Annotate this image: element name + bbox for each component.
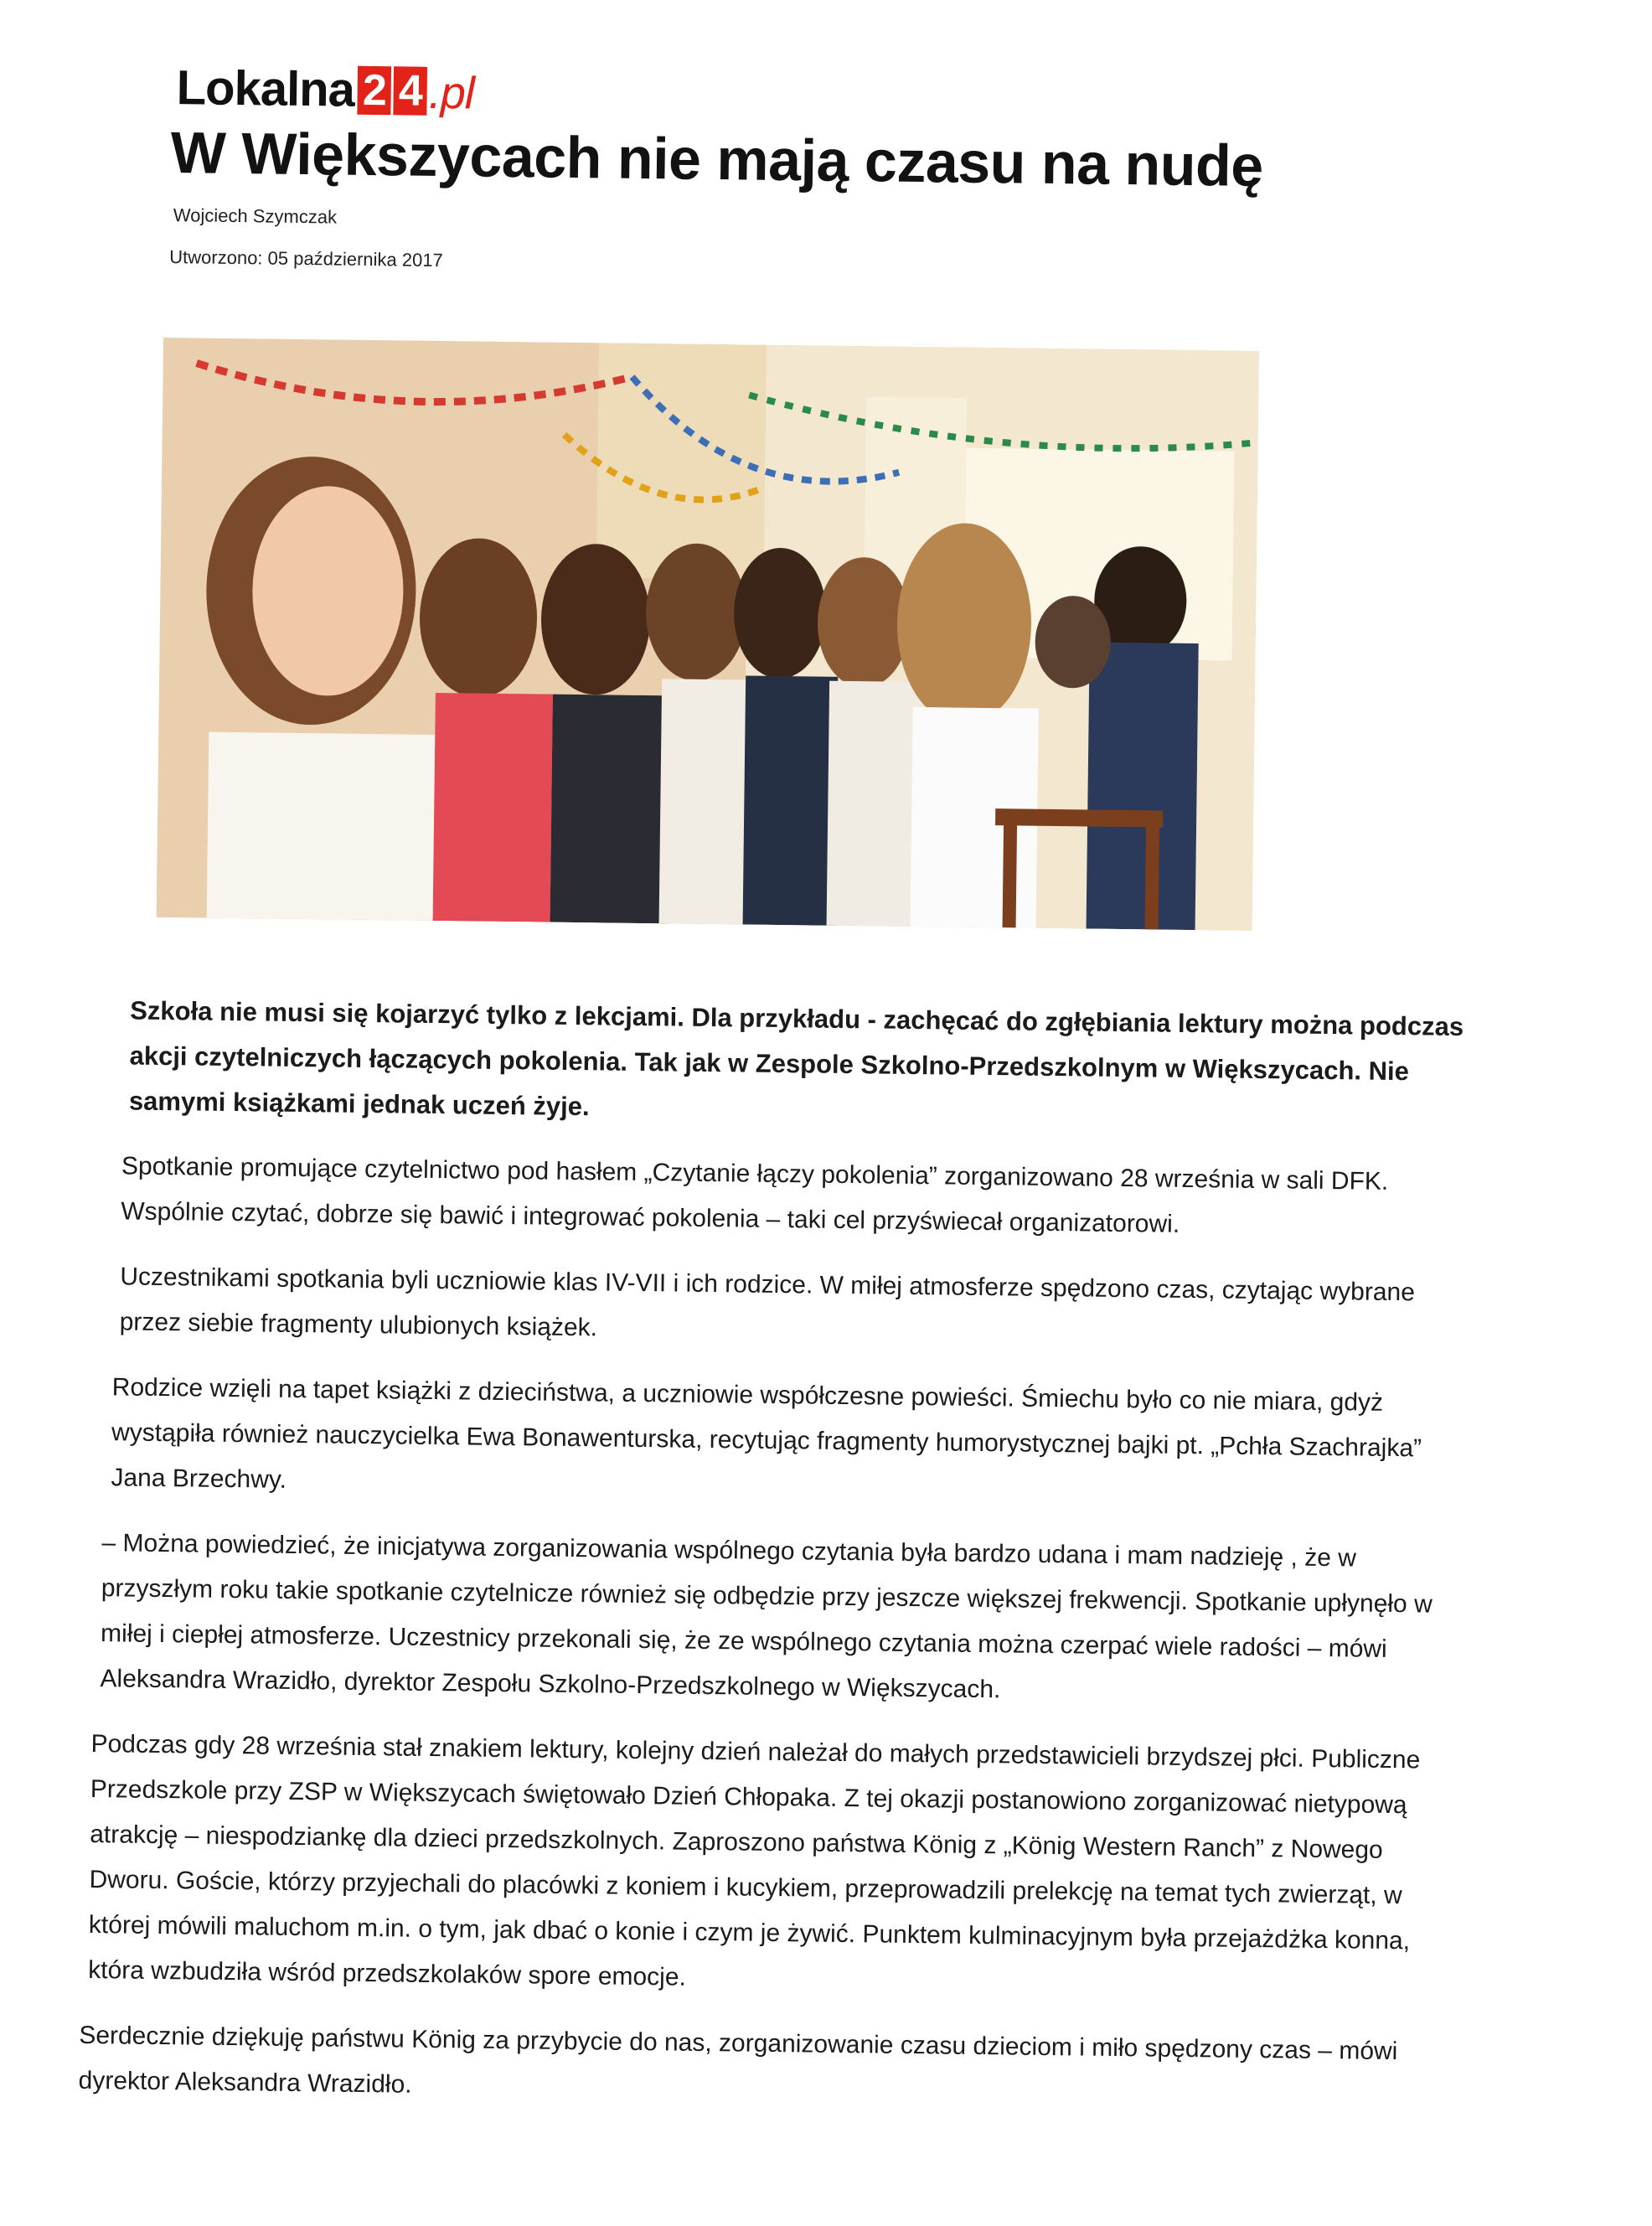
paragraph-quote: Serdecznie dziękuję państwu König za przybycie do nas, zorganizowanie czasu dzieciom i miło spędzony czas – mówi dyrektor Aleksandra Wrazidło. [78, 2021, 1398, 2099]
paragraph: Podczas gdy 28 września stał znakiem lektury, kolejny dzień należał do małych przedstawicieli brzydszej płci. Publiczne Przedszkole przy ZSP w Większycach świętowało Dzień Chłopaka. Z tej okazji postanowiono zorganizować nietypową atrakcję – niespodziankę dla dzieci przedszkolnych. Zaproszono państwa König z „König Western Ranch” z Nowego Dworu. Goście, którzy przyjechali do placówki z koniem i kucykiem, przeprowadzili prelekcję na temat tych zwierząt, w której mówili maluchom m.in. o tym, jak dbać o konie i czym je żywić. Punktem kulminacyjnym była przejażdżka konna, która wzbudziła wśród przedszkolaków spore emocje. [88, 1730, 1421, 1991]
article-created-date: Utworzono: 05 października 2017 [169, 246, 443, 271]
photo-icon [157, 338, 1259, 931]
paragraph-quote: – Można powiedzieć, że inicjatywa zorganizowania wspólnego czytania była bardzo udana i mam nadzieję , że w przyszłym roku takie spotkanie czytelnicze również się odbędzie przy jeszcze większej frekwencji. Spotkanie upłynęło w miłej i ciepłej atmosferze. Uczestnicy przekonali się, że ze wspólnego czytania można czerpać wiele radości – mówi Aleksandra Wrazidło, dyrektor Zespołu Szkolno-Przedszkolnego w Większycach. [100, 1529, 1433, 1704]
paragraph: Spotkanie promujące czytelnictwo pod hasłem „Czytanie łączy pokolenia” zorganizowano 28 września w sali DFK. Wspólnie czytać, dobrze się bawić i integrować pokolenia – taki cel przyświecał organizatorowi. [121, 1152, 1389, 1238]
paragraph: Rodzice wzięli na tapet książki z dzieciństwa, a uczniowie współczesne powieści. Śmiechu było co nie miara, gdyż wystąpiła również nauczycielka Ewa Bonawenturska, recytując fragmenty humorystycznej bajki pt. „Pchła Szachrajka” Jana Brzechwy. [111, 1373, 1422, 1494]
logo-tld: .pl [428, 67, 475, 119]
logo-digits [358, 66, 428, 116]
article-body [78, 989, 1470, 2141]
logo-digit-2: 2 [358, 66, 392, 115]
paragraph: Uczestnikami spotkania byli uczniowie klas IV-VII i ich rodzice. W miłej atmosferze spędzono czas, czytając wybrane przez siebie fragmenty ulubionych książek. [119, 1263, 1416, 1342]
article-title: W Większycach nie mają czasu na nudę [170, 120, 1264, 199]
logo-brand: Lokalna [176, 60, 355, 117]
site-logo[interactable] [176, 54, 475, 119]
article-author[interactable]: Wojciech Szymczak [173, 204, 338, 228]
article-lead: Szkoła nie musi się kojarzyć tylko z lekcjami. Dla przykładu - zachęcać do zgłębiania lektury można podczas akcji czytelniczych łączących pokolenia. Tak jak w Zespole Szkolno-Przedszkolnym w Większycach. Nie samymi książkami jednak uczeń żyje. [128, 995, 1464, 1122]
logo-digit-4: 4 [394, 66, 428, 115]
article-photo [157, 338, 1259, 931]
